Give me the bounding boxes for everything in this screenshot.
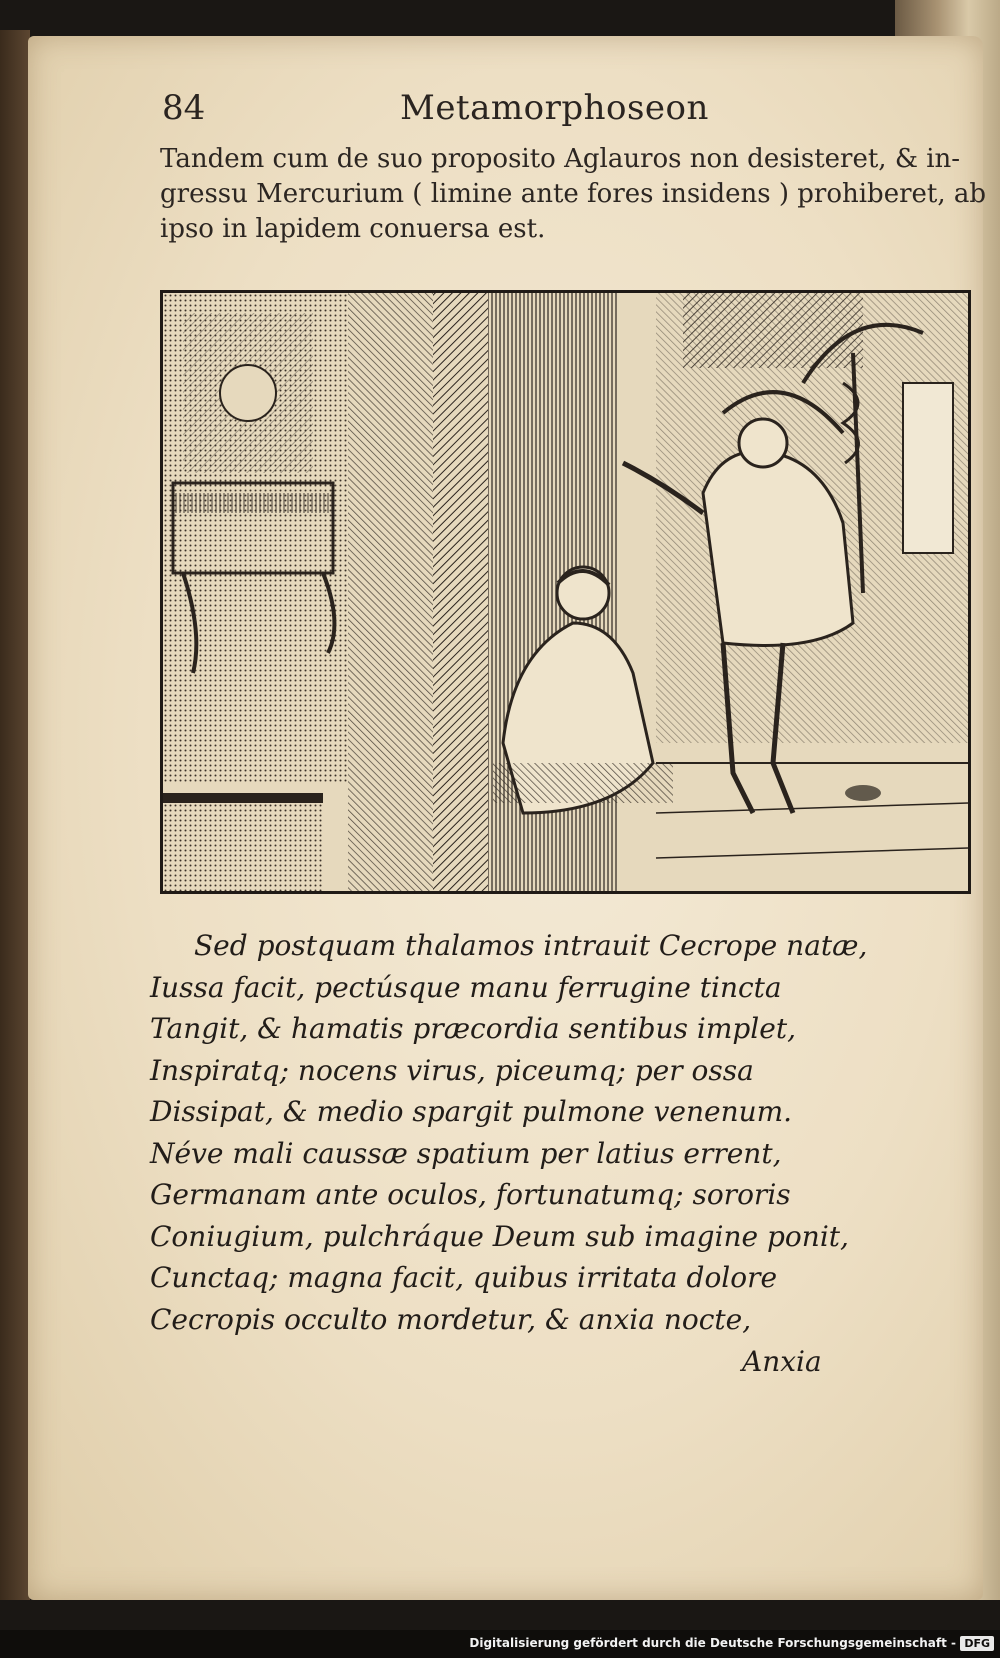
- book-binding: [0, 30, 30, 1600]
- verse-line: Sed postquam thalamos intrauit Cecrope natæ,: [194, 929, 868, 962]
- page-number: 84: [162, 88, 206, 128]
- verse-line: Tangit, & hamatis præcordia sentibus implet,: [150, 1012, 796, 1045]
- funding-credit: Digitalisierung gefördert durch die Deutsche Forschungsgemeinschaft -: [469, 1636, 956, 1650]
- verse-text: [150, 925, 930, 1340]
- verse-line: Germanam ante oculos, fortunatumq; sororis: [150, 1178, 791, 1211]
- prose-summary: [160, 142, 987, 247]
- verse-line: Inspiratq; nocens virus, piceumq; per ossa: [150, 1053, 754, 1087]
- verse-line: Cunctaq; magna facit, quibus irritata dolore: [150, 1261, 778, 1294]
- verse-line: Dissipat, & medio spargit pulmone venenum.: [150, 1095, 793, 1128]
- running-title: Metamorphoseon: [400, 88, 709, 128]
- woodcut-illustration: [160, 290, 971, 894]
- verse-line: Néve mali caussæ spatium per latius errent,: [150, 1136, 782, 1170]
- verse-line: Iussa facit, pectúsque manu ferrugine tincta: [150, 970, 782, 1004]
- prose-line: gressu Mercurium ( limine ante fores insidens ) prohiberet, ab: [160, 179, 987, 209]
- prose-line: Tandem cum de suo proposito Aglauros non desisteret, & in-: [160, 144, 961, 174]
- verse-line: Coniugium, pulchráque Deum sub imagine ponit,: [150, 1219, 849, 1253]
- verse-line: Cecropis occulto mordetur, & anxia nocte,: [150, 1302, 752, 1336]
- catchword: Anxia: [742, 1345, 822, 1378]
- prose-line: ipso in lapidem conuersa est.: [160, 214, 546, 244]
- dfg-logo: DFG: [960, 1636, 994, 1651]
